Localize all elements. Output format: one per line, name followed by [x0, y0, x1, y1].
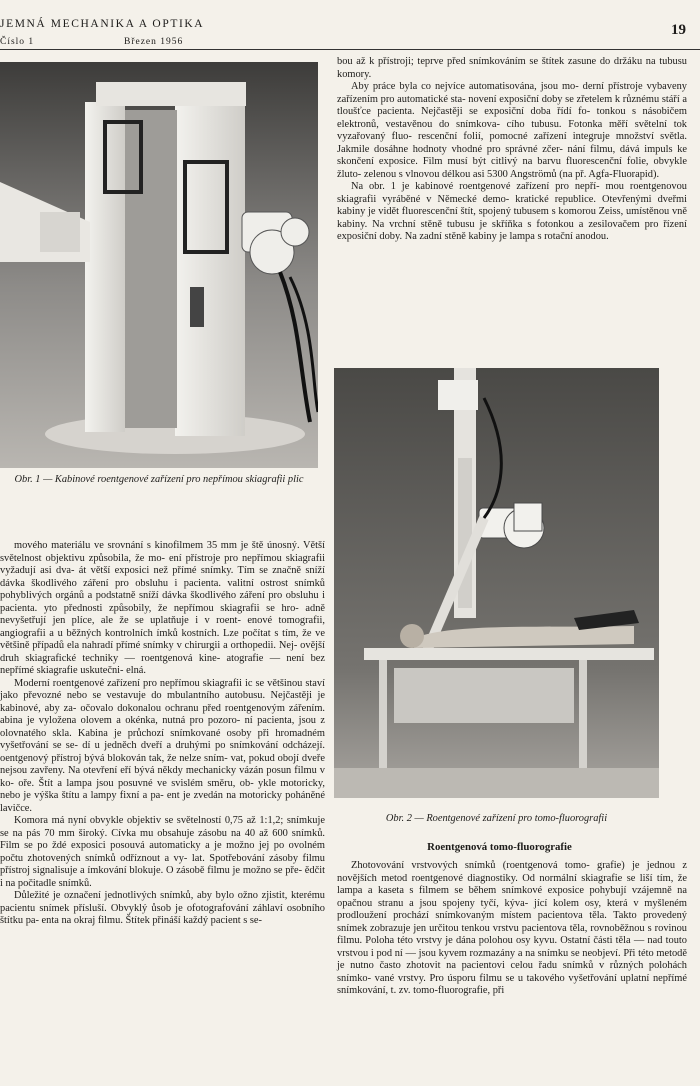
paragraph: Zhotovování vrstvových snímků (roentgenová tomo- grafie) je jednou z novějších metod roentgenové diagnostiky. Od normální skiagrafie se liší tím, že lampa a kaseta s filmem se během snímkové exposice pohybují vzájemně na opačnou stranu a jsou spojeny tyčí, kýva- jící kolem osy, která v myšleném prodloužení prochází snímkovaným místem pacientova těla. Takto provedený snímek zobrazuje jen určitou tenkou vrstvu pacientova těla, rovnoběžnou s rovinou filmu. Poloha této vrstvy je dána polohou osy kyvu. Ostatní části těla — nad touto vrstvou i pod ní — jsou kyvem rozmazány a na snímku se neobjeví. Při této metodě je nutno často zhotovit na pacientovi celou řadu snímků v různých polohách snímko- vané vrstvy. Pro úsporu filmu se u takového vyšetřování uplatní nepřímé snímkování, t. zv. tomo-fluorografie, při — [337, 860, 687, 996]
figure-1-caption: Obr. 1 — Kabinové roentgenové zařízení pro nepřímou skiagrafii plic — [14, 474, 304, 485]
paragraph: Důležité je označení jednotlivých snímků, aby bylo ožno zjistit, kterému pacientu snímek přísluší. Obvyklý ůsob je ofotografování záhlaví osobního štítku pa- enta na okraj filmu. Štítek přináší každý pacient s se- — [0, 890, 325, 926]
paragraph: bou až k přístroji; teprve před snímkováním se štítek zasune do držáku na tubusu komory. — [337, 56, 687, 80]
paragraph: Moderní roentgenové zařízení pro nepřímou skiagrafii ic se většinou staví jako převozné nebo se vestavuje do mbulantního autobusu. Nejčastěji je kabinové, aby za- očovalo dokonalou ochranu před roentgenovým zářením. abina je vyložena olovem a okénka, nutná pro pozoro- ní pacienta, jsou z olovnatého skla. Kabina je průchozí snímkované osoby při hromadném vyšetřování se se- dí u jedněch dveří a druhými po snímkování odcházejí. oentgenový přístroj bývá blokován tak, že nelze sním- vat, pokud obojí dveře nejsou zavřeny. Na otevření eří bývá někdy mechanicky vázán posun filmu v ko- oře. Štít a lampa jsou posuvné ve svislém směru, ob- ykle motoricky, nebo je výška štítu a lampy fixní a pa- ent je zvedán na motoricky poháněné lavičce. — [0, 677, 325, 814]
paragraph: Komora má nyní obvykle objektiv se světelností 0,75 až 1:1,2; snímkuje se na pás 70 mm široký. Cívka mu obsahuje zásobu na 40 až 600 snímků. Film se po ždé exposici posouvá automaticky a je možno jej po ovolném počtu zhotovených snímků odříznout a vy- lat. Spotřebování zásoby filmu přístroj signalisuje a ímkování blokuje. O zásobě filmu je možno se pře- ědčit i na počitadle snímků. — [0, 815, 325, 889]
paragraph: mového materiálu ve srovnání s kinofilmem 35 mm je ště únosný. Větší světelnost objektivu způsobila, že mo- ení přístroje pro nepřímou skiagrafii vyžadují asi dva- át větší exposici než přímé snímky. Tím se značně sníží dávka škodlivého záření pro obsluhu i pacienta. valitní ostrost snímků pohyblivých orgánů a podstatně sníží dávka škodlivého záření pro obsluhu i pacienta. yto přednosti způsobily, že nepřímou skiagrafii se hro- adně nevyšetřují jen plíce, ale že se uplatňuje i v roent- enové tomografii, angiografii a u běžných kontrolních ímků kostních. Lze počítat s tím, že ve většině případů ela nahradí přímé snímky v chirurgii a orthopedii. Nej- ovější druh skiagrafické techniky — roentgenová kine- atografie — není bez nepřímé skiagrafie uskutečni- elná. — [0, 540, 325, 676]
figure-2-caption: Obr. 2 — Roentgenové zařízení pro tomo-fluorografii — [385, 813, 608, 824]
figure-2-photo — [334, 368, 659, 798]
page-number: 19 — [671, 22, 686, 38]
journal-title: JEMNÁ MECHANIKA A OPTIKA — [0, 18, 205, 30]
right-column-bottom — [337, 860, 687, 998]
section-heading: Roentgenová tomo-fluorografie — [427, 841, 572, 853]
figure-1-photo — [0, 62, 318, 468]
header-rule — [0, 49, 700, 50]
issue-date: Březen 1956 — [124, 37, 184, 47]
paragraph: Na obr. 1 je kabinové roentgenové zařízení pro nepří- mou roentgenovou skiagrafii vyráběné v Německé demo- kratické republice. Otevřenými dveřmi kabiny je vidět fluorescenční štít, spojený tubusem s komorou Zeiss, umístěnou vně kabiny. Na vrchní stěně tubusu je skříňka s fotonkou a zesilovačem pro řízení exposiční doby. Na zadní stěně kabiny je lampa s rotační anodou. — [337, 181, 687, 242]
tomo-fluorography-illustration — [334, 368, 659, 798]
left-column — [0, 540, 325, 928]
paragraph: Aby práce byla co nejvíce automatisována, jsou mo- derní přístroje vybaveny zařízením pro automatické sta- novení exposiční doby se zřetelem k různému stáří a tloušťce pacienta. Nejčastěji se exposiční doba řídí fo- tonkou s násobičem elektronů, vestavěnou do snímkova- cího tubusu. Fotonka měří světelní tok vyzařovaný fluo- rescenční folií, pomocné zařízení integruje množství světla. Jakmile dosáhne hodnoty vhodné pro správné zčer- nání filmu, dává impuls ke skončení exposice. Film musí být citlivý na barvu fluorescenční folie, obvykle žluto- zelenou s vlnovou délkou asi 5300 Angströmů (na př. Agfa-Fluorapid). — [337, 81, 687, 180]
issue-number: Číslo 1 — [0, 37, 35, 47]
page-header — [0, 12, 700, 52]
cabin-xray-illustration — [0, 62, 318, 468]
right-column-top — [337, 56, 687, 244]
